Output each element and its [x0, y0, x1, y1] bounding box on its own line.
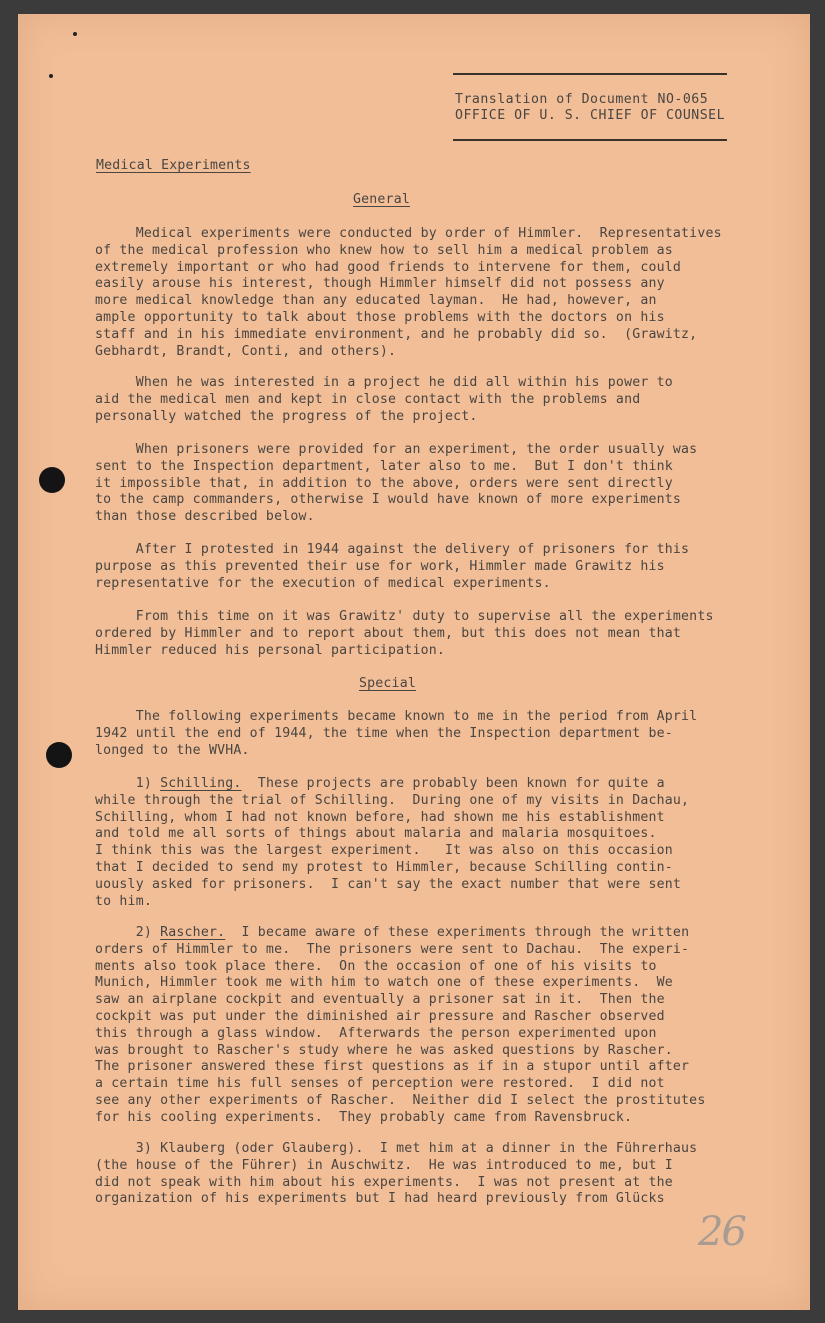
paragraph-line: organization of his experiments but I had heard previously from Glücks [95, 1191, 665, 1207]
paragraph-line: After I protested in 1944 against the delivery of prisoners for this [95, 542, 690, 557]
paragraph-1 [95, 226, 722, 360]
header-line-2: OFFICE OF U. S. CHIEF OF COUNSEL [455, 108, 726, 123]
paragraph-line [95, 776, 689, 793]
header-rule-top [453, 73, 727, 75]
paragraph-line: see any other experiments of Rascher. Neither did I select the prostitutes [95, 1092, 706, 1108]
paragraph-line: for his cooling experiments. They probably came from Ravensbruck. [95, 1109, 633, 1125]
paragraph-line: From this time on it was Grawitz' duty to supervise all the experiments [95, 609, 714, 624]
item-number: 2) [95, 925, 161, 940]
paragraph-line: I think this was the largest experiment. It was also on this occasion [95, 843, 673, 859]
paragraph-line: it impossible that, in addition to the above, orders were sent directly [95, 475, 673, 491]
ink-speck [49, 74, 53, 78]
paragraph-line: uously asked for prisoners. I can't say the exact number that were sent [95, 876, 682, 892]
paragraph-line: aid the medical men and kept in close contact with the problems and [95, 391, 641, 407]
section-title: Medical Experiments [96, 158, 251, 173]
paragraph-line: was brought to Rascher's study where he was asked questions by Rascher. [95, 1042, 673, 1058]
paragraph-line: personally watched the progress of the project. [95, 408, 478, 424]
item-2-rascher [95, 925, 705, 1127]
header-rule-bottom [453, 139, 727, 141]
handwritten-page-number: 26 [698, 1209, 745, 1255]
item-number: 1) [95, 776, 161, 791]
item-1-schilling [95, 776, 689, 910]
paragraph-line: to the camp commanders, otherwise I would have known of more experiments [95, 492, 682, 508]
paragraph-line [95, 925, 705, 942]
paragraph-line: Medical experiments were conducted by order of Himmler. Representatives [95, 226, 722, 241]
paragraph-line: extremely important or who had good friends to intervene for them, could [95, 259, 682, 275]
paragraph-line: that I decided to send my protest to Himmler, because Schilling contin- [95, 859, 673, 875]
paragraph-line: this through a glass window. Afterwards the person experimented upon [95, 1025, 657, 1041]
paragraph-line: Munich, Himmler took me with him to watch one of these experiments. We [95, 975, 673, 991]
header-line-1: Translation of Document NO-065 [455, 92, 709, 107]
paragraph-line: ample opportunity to talk about those problems with the doctors on his [95, 309, 665, 325]
paragraph-line: The following experiments became known to me in the period from April [95, 709, 698, 724]
punch-hole-bottom [46, 742, 72, 768]
special-heading: Special [359, 676, 416, 691]
paragraph-line: orders of Himmler to me. The prisoners were sent to Dachau. The experi- [95, 941, 690, 957]
paragraph-line: saw an airplane cockpit and eventually a prisoner sat in it. Then the [95, 992, 665, 1008]
item-name-rascher: Rascher. [160, 925, 226, 940]
paragraph-line: to him. [95, 893, 152, 909]
paragraph-5 [95, 609, 714, 659]
paragraph-line: sent to the Inspection department, later also to me. But I don't think [95, 458, 673, 474]
paragraph-line: easily arouse his interest, though Himmler himself did not possess any [95, 276, 665, 292]
paragraph-line: Himmler reduced his personal participation. [95, 642, 446, 658]
paragraph-line: When he was interested in a project he did all within his power to [95, 375, 673, 390]
paragraph-line: than those described below. [95, 509, 315, 525]
paragraph-line: more medical knowledge than any educated layman. He had, however, an [95, 293, 657, 309]
paragraph-line: representative for the execution of medical experiments. [95, 575, 551, 591]
ink-speck [73, 32, 77, 36]
paragraph-line: ordered by Himmler and to report about them, but this does not mean that [95, 625, 682, 641]
paragraph-line: The prisoner answered these first questions as if in a stupor until after [95, 1059, 690, 1075]
paragraph-line: purpose as this prevented their use for work, Himmler made Grawitz his [95, 558, 665, 574]
paragraph-line: cockpit was put under the diminished air pressure and Rascher observed [95, 1008, 665, 1024]
general-heading: General [353, 192, 410, 207]
item-text: I became aware of these experiments through the written [225, 925, 690, 940]
paragraph-line: ments also took place there. On the occasion of one of his visits to [95, 958, 657, 974]
paragraph-line: while through the trial of Schilling. During one of my visits in Dachau, [95, 792, 690, 808]
paragraph-2 [95, 375, 673, 425]
punch-hole-top [39, 467, 65, 493]
paragraph-line: longed to the WVHA. [95, 742, 250, 758]
paragraph-3 [95, 442, 697, 526]
paragraph-line: Schilling, whom I had not known before, had shown me his establishment [95, 809, 665, 825]
paragraph-line: of the medical profession who knew how to sell him a medical problem as [95, 242, 673, 258]
item-name-schilling: Schilling. [160, 776, 242, 791]
paragraph-4 [95, 542, 689, 592]
paragraph-line: did not speak with him about his experiments. I was not present at the [95, 1174, 673, 1190]
paragraph-line: Gebhardt, Brandt, Conti, and others). [95, 343, 397, 359]
paragraph-line: (the house of the Führer) in Auschwitz. He was introduced to me, but I [95, 1157, 673, 1173]
paragraph-line: When prisoners were provided for an experiment, the order usually was [95, 442, 698, 457]
item-text: These projects are probably been known for quite a [241, 776, 665, 791]
paragraph-6 [95, 709, 697, 759]
item-3-klauberg [95, 1141, 697, 1208]
document-page [18, 14, 810, 1310]
paragraph-line: and told me all sorts of things about malaria and malaria mosquitoes. [95, 826, 657, 842]
paragraph-line: a certain time his full senses of perception were restored. I did not [95, 1076, 665, 1092]
paragraph-line: 3) Klauberg (oder Glauberg). I met him at a dinner in the Führerhaus [95, 1141, 698, 1156]
paragraph-line: staff and in his immediate environment, and he probably did so. (Grawitz, [95, 326, 698, 342]
paragraph-line: 1942 until the end of 1944, the time when the Inspection department be- [95, 725, 673, 741]
